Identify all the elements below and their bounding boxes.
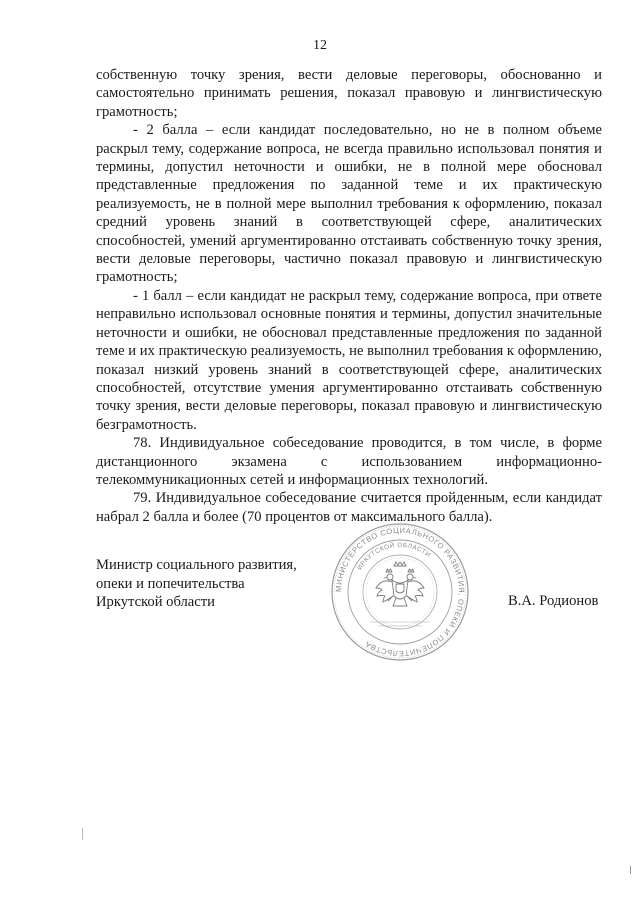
margin-mark — [82, 828, 83, 840]
stamp-outer-text: МИНИСТЕРСТВО СОЦИАЛЬНОГО РАЗВИТИЯ, ОПЕКИ И ПОПЕЧИТЕЛЬСТВА — [333, 525, 467, 659]
page-number: 12 — [313, 38, 327, 53]
stamp-inner-text: ИРКУТСКОЙ ОБЛАСТИ — [356, 541, 432, 572]
official-stamp — [330, 522, 470, 662]
signature-title — [96, 556, 297, 612]
signature-title-line-3: Иркутской области — [96, 594, 215, 611]
paragraph-1-point: - 1 балл – если кандидат не раскрыл тему, содержание вопроса, при ответе неправильно использовал основные понятия и термины, допустил значительные неточности и ошибки, не обосновал представленные предложения по заданной теме и их практическую реализуемость, не выполнил требования к оформлению, показал низкий уровень знаний в соответствующей сфере, аналитических способностей, отсутствие умения аргументированно отстаивать собственную точку зрения, вести деловые переговоры, показал правовую и лингвистическую безграмотность. — [96, 287, 602, 433]
paragraph-item-78: 78. Индивидуальное собеседование проводится, в том числе, в форме дистанционного экзамена с использованием информационно-телекоммуникационных сетей и информационных технологий. — [96, 435, 602, 488]
paragraph-2-points: - 2 балла – если кандидат последовательно, но не в полном объеме раскрыл тему, содержание вопроса, не всегда правильно использовал понятия и термины, допустил неточности и ошибки, не в полной мере обосновал представленные предложения по заданной теме и их практическую реализуемость, не в полной мере выполнил требования к оформлению, показал средний уровень знаний в соответствующей сфере, аналитических способностей, умений аргументированно отстаивать собственную точку зрения, вести деловые переговоры, частично показал правовую и лингвистическую грамотность; — [96, 122, 602, 286]
document-body — [96, 66, 602, 526]
signature-title-line-2: опеки и попечительства — [96, 575, 245, 592]
paragraph-item-79: 79. Индивидуальное собеседование считается пройденным, если кандидат набрал 2 балла и более (70 процентов от максимального балла). — [96, 490, 602, 525]
paragraph-continuation: собственную точку зрения, вести деловые переговоры, обоснованно и самостоятельно принимать решения, показал правовую и лингвистическую грамотность; — [96, 67, 602, 120]
signer-name: В.А. Родионов — [508, 593, 599, 609]
edge-mark — [630, 866, 631, 874]
signature-title-line-1: Министр социального развития, — [96, 557, 297, 573]
double-headed-eagle-emblem-icon — [376, 562, 424, 606]
